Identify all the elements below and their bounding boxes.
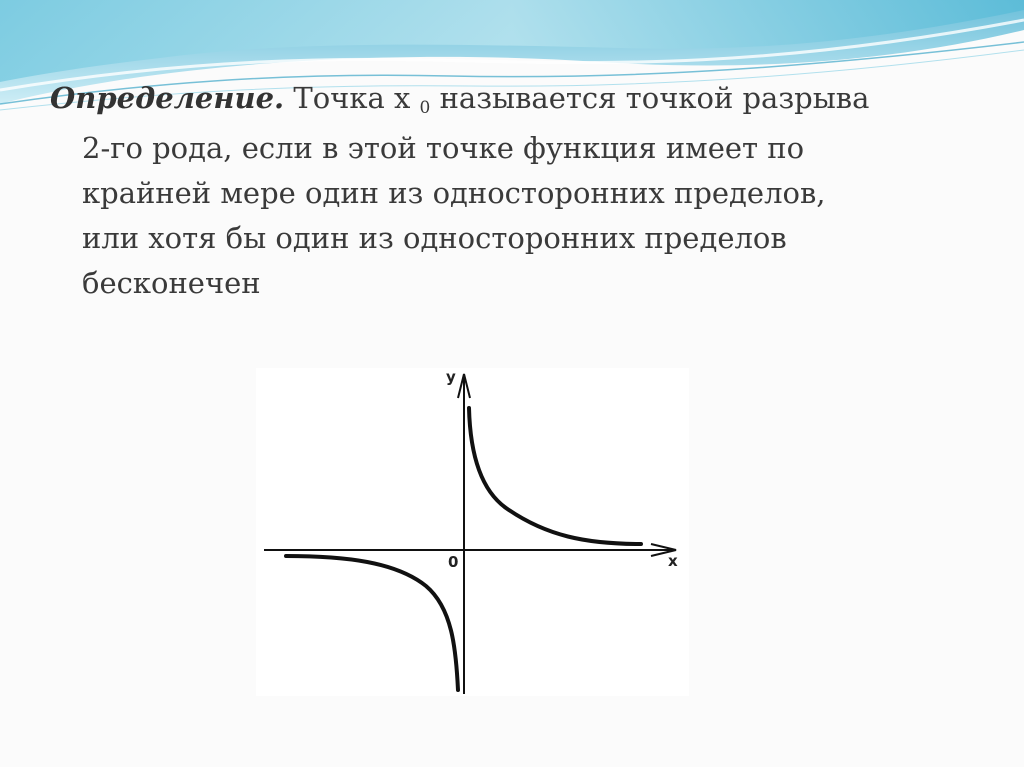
curve-left-branch: [286, 556, 458, 690]
graph-svg: [256, 368, 689, 696]
definition-line-3: крайней мере один из односторонних пределов,: [82, 176, 826, 210]
definition-line-2: 2-го рода, если в этой точке функция имеет по: [82, 131, 805, 165]
origin-label: 0: [448, 553, 459, 571]
hyperbola-graph: [256, 368, 689, 696]
definition-line-1-rest: называется точкой разрыва: [439, 81, 870, 115]
point-subscript: 0: [419, 98, 431, 118]
definition-term: Определение.: [50, 81, 285, 115]
y-axis-label: у: [446, 368, 456, 386]
definition-line-5: бесконечен: [82, 266, 261, 300]
definition-line-1: [50, 76, 950, 126]
definition-text: [50, 76, 950, 306]
x-axis-label: х: [668, 552, 678, 570]
curve-right-branch: [469, 408, 641, 544]
definition-line-4: или хотя бы один из односторонних пределов: [82, 221, 787, 255]
point-label: Точка х: [293, 81, 411, 115]
